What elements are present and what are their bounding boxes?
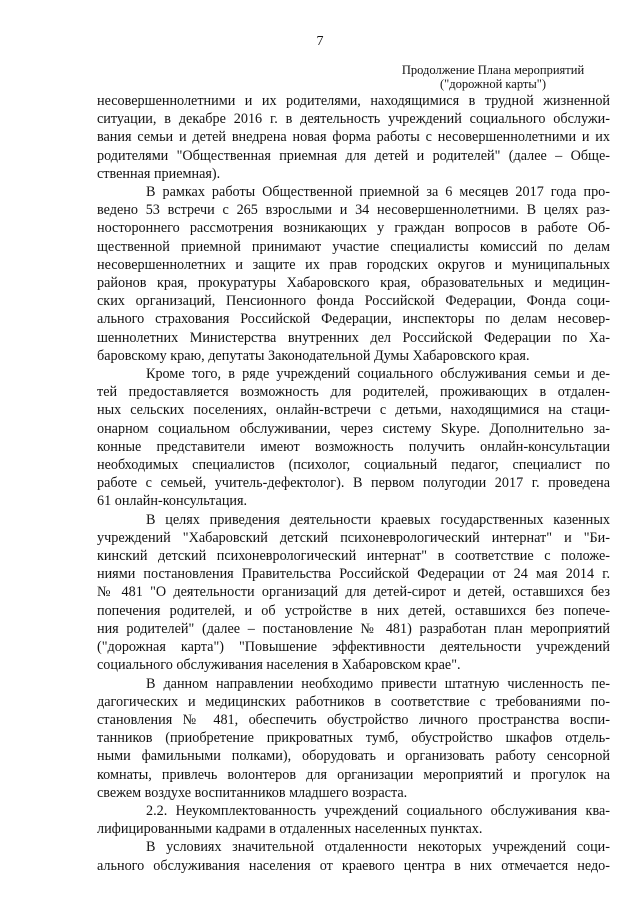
text-line: 2.2. Неукомплектованность учреждений социального обслуживания ква- [146, 802, 610, 819]
paragraph [97, 92, 610, 183]
text-line: тей предоставляется возможность для родителей, проживающих в отдален- [97, 384, 610, 401]
text-line: необходимых специалистов (психолог, социальный педагог, специалист по [97, 457, 610, 474]
text-line: танников (приобретение прикроватных тумб, обустройство шкафов отдель- [97, 730, 610, 747]
running-header-line-1: Продолжение Плана мероприятий [401, 63, 585, 77]
text-line: конные представители имеют возможность получить онлайн-консультации [97, 438, 610, 455]
text-line: ния родителей" (далее – постановление № 481) разработан план мероприятий [97, 620, 610, 637]
text-line: ских организаций, Пенсионного фонда Российской Федерации, Фонда соци- [97, 293, 610, 310]
text-line: шеннолетних Министерства внутренних дел Российской Федерации по Ха- [97, 329, 610, 346]
text-line: ального страхования Российской Федерации, инспекторы по делам несовер- [97, 311, 610, 328]
text-line: 61 онлайн-консультация. [97, 493, 248, 510]
text-line: несовершеннолетними и их родителями, находящимися в трудной жизненной [97, 93, 610, 109]
text-line: В условиях значительной отдаленности некоторых учреждений соци- [146, 839, 610, 856]
text-line: учреждений "Хабаровский детский психоневрологический интернат" и "Би- [97, 529, 610, 546]
text-line: ниями постановления Правительства Российской Федерации от 24 мая 2014 г. [97, 566, 610, 583]
running-header-line-2: ("дорожной карты") [439, 77, 547, 91]
paragraph [97, 511, 610, 675]
text-line: ственная приемная). [97, 165, 221, 182]
text-line: ведено 53 встречи с 265 взрослыми и 34 несовершеннолетними. В целях раз- [97, 202, 610, 219]
text-line: В данном направлении необходимо привести штатную численность пе- [146, 675, 610, 692]
text-line: кинский детский психоневрологический интернат" в соответствие с положе- [97, 548, 610, 565]
paragraph [97, 802, 610, 838]
text-line: онарном социальном обслуживании, через систему Skype. Дополнительно за- [97, 420, 610, 437]
text-line: ("дорожная карта") "Повышение эффективности деятельности учреждений [97, 639, 610, 656]
running-header [378, 63, 608, 91]
text-line: ситуации, в декабре 2016 г. в деятельность учреждений социального обслужи- [97, 111, 610, 128]
paragraph [97, 183, 610, 365]
text-line: становления № 481, обеспечить обустройство личного пространства воспи- [97, 711, 610, 728]
text-line: Кроме того, в ряде учреждений социального обслуживания семьи и де- [146, 366, 610, 383]
text-line: щественной приемной принимают участие специалисты комиссий по делам [97, 238, 610, 255]
text-line: районов края, прокуратуры Хабаровского края, образовательных и медицин- [97, 275, 610, 292]
text-line: ального обслуживания населения от краевого центра в них отмечается недо- [97, 857, 610, 874]
text-line: работе с семьей, учитель-дефектолог). В первом полугодии 2017 г. проведена [97, 475, 610, 492]
paragraph [97, 675, 610, 802]
text-line: № 481 "О деятельности организаций для детей-сирот и детей, оставшихся без [97, 584, 610, 601]
text-line: родителями "Общественная приемная для детей и родителей" (далее – Обще- [97, 147, 610, 164]
document-body [97, 92, 610, 875]
text-line: социального обслуживания населения в Хабаровском крае". [97, 657, 461, 674]
text-line: попечения родителей, и об устройстве в них детей, оставшихся без попече- [97, 602, 610, 619]
paragraph [97, 838, 610, 874]
text-line: дагогических и медицинских работников в соответствие с требованиями по- [97, 693, 610, 710]
text-line: В рамках работы Общественной приемной за 6 месяцев 2017 года про- [146, 184, 610, 201]
text-line: баровскому краю, депутаты Законодательной Думы Хабаровского края. [97, 347, 530, 364]
text-line: ностороннего рассмотрения возникающих у граждан вопросов в работе Об- [97, 220, 610, 237]
text-line: В целях приведения деятельности краевых государственных казенных [146, 511, 610, 528]
page-number: 7 [316, 34, 324, 49]
text-line: комнаты, привлечь волонтеров для организации мероприятий и прогулок на [97, 766, 610, 783]
text-line: вания семьи и детей внедрена новая форма работы с несовершеннолетними и их [97, 129, 610, 146]
text-line: ными фамильными полками), оборудовать и организовать работу сенсорной [97, 748, 610, 765]
text-line: несовершеннолетних и защите их прав городских округов и муниципальных [97, 256, 610, 273]
paragraph [97, 365, 610, 511]
text-line: ных сельских поселениях, онлайн-встречи с детьми, находящимися на стаци- [97, 402, 610, 419]
text-line: свежем воздухе воспитанников младшего возраста. [97, 784, 408, 801]
text-line: лифицированными кадрами в отдаленных населенных пунктах. [97, 821, 483, 838]
